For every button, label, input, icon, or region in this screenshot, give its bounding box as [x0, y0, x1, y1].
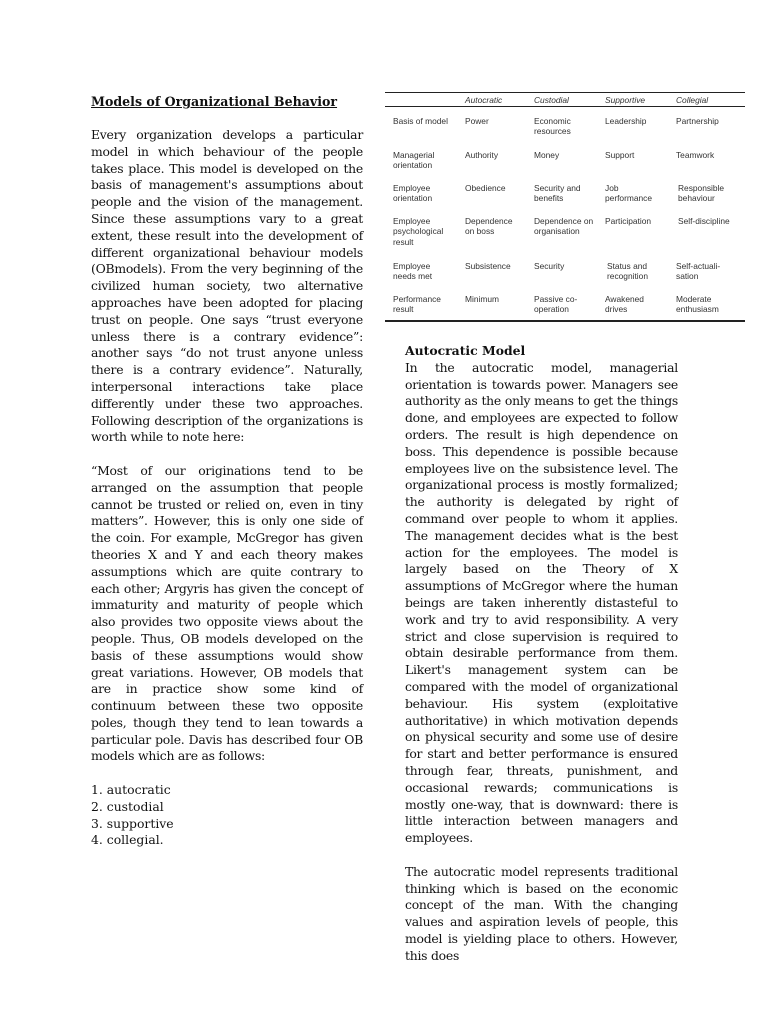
- table-cell: Status and recognition: [607, 261, 648, 282]
- table-header-rule: [385, 106, 745, 107]
- table-cell: Economic resources: [534, 116, 571, 137]
- table-cell: Teamwork: [676, 150, 715, 160]
- table-cell: Power: [465, 116, 489, 126]
- table-cell: Moderate enthusiasm: [676, 294, 719, 315]
- autocratic-paragraph: In the autocratic model, managerial orientation is towards power. Managers see authority as the only means to get the things done, and employees are expected to follow orders. The result is high dependence on boss. This dependence is possible because employees live on the subsistence level. The organizational process is mostly formalized; the authority is delegated by right of command over people to whom it applies. The management decides what is the best action for the employees. The model is largely based on the Theory of X assumptions of McGregor where the human beings are taken inherently distasteful to work and try to avid responsibility. A very strict and close supervision is required to obtain desirable performance from them. Likert's management system can be compared with the model of organizational behaviour. His system (exploitative authoritative) in which motivation depends on physical security and some use of desire for start and better performance is ensured through fear, threats, punishment, and occasional rewards; communications is mostly one-way, that is downward: there is little interaction between managers and employees.: [405, 359, 678, 846]
- table-cell: Awakened drives: [605, 294, 644, 315]
- section-heading: Autocratic Model: [405, 343, 526, 358]
- list-item: 3. supportive: [91, 815, 174, 831]
- table-cell: Obedience: [465, 183, 506, 193]
- table-cell: Leadership: [605, 116, 647, 126]
- table-cell: Partnership: [676, 116, 719, 126]
- table-cell: Responsible behaviour: [678, 183, 725, 204]
- assumption-paragraph: “Most of our originations tend to be arranged on the assumption that people cannot be trusted or relied on, even in tiny matters”. However, this is only one side of the coin. For example, McGregor has given theories X and Y and each theory makes assumptions which are quite contrary to each other; Argyris has given the concept of immaturity and maturity of people which also provides two opposite views about the people. Thus, OB models developed on the basis of these assumptions would show great variations. However, OB models that are in practice show some kind of continuum between these two opposite poles, though they tend to lean towards a particular pole. Davis has described four OB models which are as follows:: [91, 462, 363, 764]
- list-item: 4. collegial.: [91, 832, 164, 848]
- table-top-rule: [385, 92, 745, 93]
- table-cell: Authority: [465, 150, 499, 160]
- col-header-autocratic: Autocratic: [465, 95, 503, 105]
- ob-models-list: [91, 782, 363, 849]
- table-cell: Participation: [605, 216, 652, 226]
- row-label-managerial: Managerial orientation: [393, 150, 435, 171]
- traditional-thinking-paragraph: The autocratic model represents traditional thinking which is based on the economic concept of the man. With the changing values and aspiration levels of people, this model is yielding place to others. However, this does: [405, 863, 678, 963]
- list-item: 2. custodial: [91, 798, 164, 814]
- table-cell: Job performance: [605, 183, 653, 204]
- left-column: [91, 94, 363, 849]
- list-item: 1. autocratic: [91, 782, 171, 798]
- table-cell: Security and benefits: [534, 183, 581, 204]
- row-label-psychological: Employee psychological result: [393, 216, 444, 247]
- table-cell: Dependence on organisation: [534, 216, 594, 237]
- col-header-collegial: Collegial: [676, 95, 709, 105]
- row-label-performance: Performance result: [393, 294, 441, 315]
- row-label-needs: Employee needs met: [393, 261, 433, 282]
- right-column: [405, 343, 678, 964]
- col-header-custodial: Custodial: [534, 95, 569, 105]
- table-cell: Passive co-operation: [534, 294, 578, 315]
- col-header-supportive: Supportive: [605, 95, 646, 105]
- page-title: Models of Organizational Behavior: [91, 94, 338, 109]
- table-cell: Minimum: [465, 294, 499, 304]
- table-cell: Self-discipline: [678, 216, 730, 226]
- table-cell: Subsistence: [465, 261, 511, 271]
- row-label-employee-orientation: Employee orientation: [393, 183, 433, 204]
- table-cell: Security: [534, 261, 565, 271]
- intro-paragraph: Every organization develops a particular model in which behaviour of the people takes place. This model is developed on the basis of management's assumptions about people and the vision of the management. Since these assumptions vary to a great extent, these result into the development of different organizational behaviour models (OBmodels). From the very beginning of the civilized human society, two alternative approaches have been adopted for placing trust on people. One says “trust everyone unless there is a contrary evidence”: another says “do not trust anyone unless there is a contrary evidence”. Naturally, interpersonal interactions take place differently under these two approaches. Following description of the organizations is worth while to note here:: [91, 127, 363, 445]
- table-cell: Dependence on boss: [465, 216, 513, 237]
- table-cell: Money: [534, 150, 560, 160]
- row-label-basis: Basis of model: [393, 116, 448, 126]
- table-bottom-rule: [385, 320, 745, 322]
- table-cell: Support: [605, 150, 635, 160]
- table-cell: Self-actuali-sation: [676, 261, 721, 282]
